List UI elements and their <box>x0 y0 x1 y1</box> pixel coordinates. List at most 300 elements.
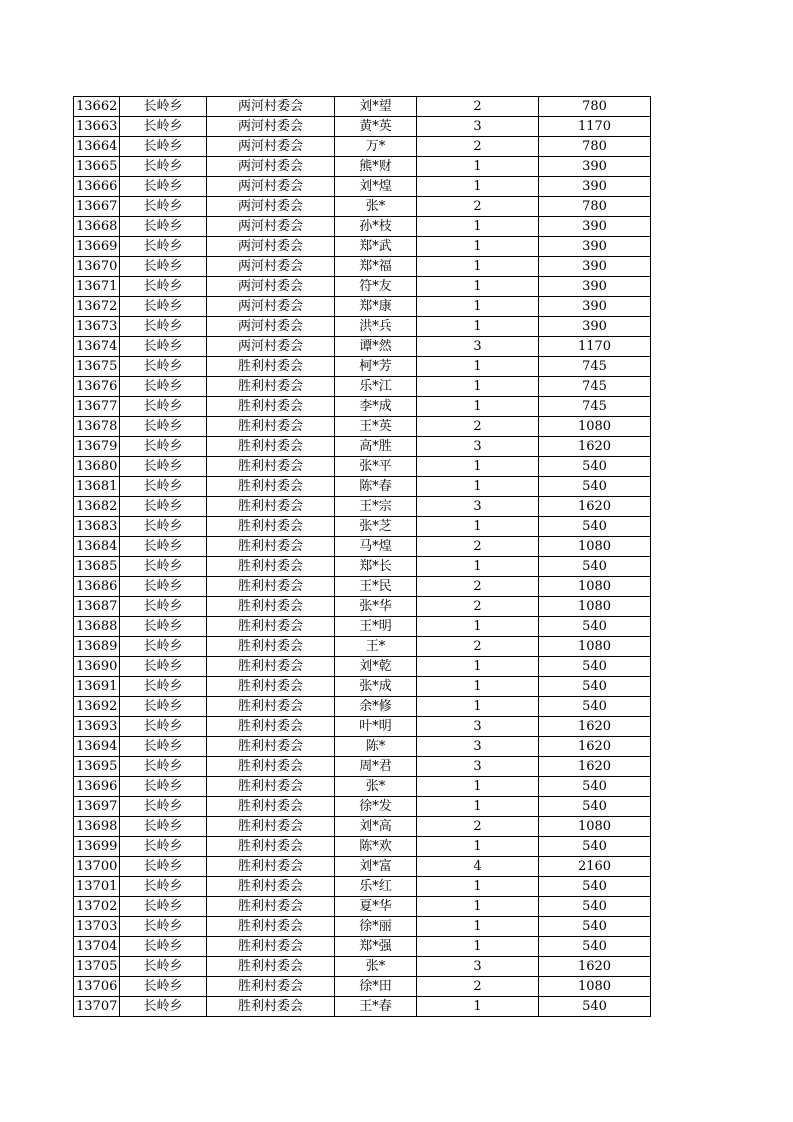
village-committee-cell: 两河村委会 <box>207 117 335 137</box>
record-id-cell: 13705 <box>74 957 120 977</box>
village-committee-cell: 胜利村委会 <box>207 477 335 497</box>
name-cell: 万* <box>335 137 417 157</box>
record-id-cell: 13664 <box>74 137 120 157</box>
record-id-cell: 13697 <box>74 797 120 817</box>
name-cell: 陈*欢 <box>335 837 417 857</box>
record-id-cell: 13668 <box>74 217 120 237</box>
amount-cell: 540 <box>539 477 651 497</box>
amount-cell: 390 <box>539 277 651 297</box>
amount-cell: 745 <box>539 397 651 417</box>
record-id-cell: 13684 <box>74 537 120 557</box>
record-id-cell: 13706 <box>74 977 120 997</box>
township-cell: 长岭乡 <box>120 597 207 617</box>
record-id-cell: 13665 <box>74 157 120 177</box>
record-id-cell: 13700 <box>74 857 120 877</box>
township-cell: 长岭乡 <box>120 577 207 597</box>
record-id-cell: 13683 <box>74 517 120 537</box>
table-row <box>74 677 651 697</box>
name-cell: 刘*煌 <box>335 177 417 197</box>
name-cell: 王*英 <box>335 417 417 437</box>
township-cell: 长岭乡 <box>120 657 207 677</box>
household-count-cell: 1 <box>417 557 539 577</box>
amount-cell: 1080 <box>539 977 651 997</box>
name-cell: 叶*明 <box>335 717 417 737</box>
name-cell: 陈*春 <box>335 477 417 497</box>
township-cell: 长岭乡 <box>120 437 207 457</box>
table-row <box>74 657 651 677</box>
table-row <box>74 317 651 337</box>
amount-cell: 540 <box>539 917 651 937</box>
household-count-cell: 3 <box>417 737 539 757</box>
village-committee-cell: 胜利村委会 <box>207 497 335 517</box>
amount-cell: 540 <box>539 657 651 677</box>
register-table-body <box>74 97 651 1017</box>
name-cell: 符*友 <box>335 277 417 297</box>
township-cell: 长岭乡 <box>120 617 207 637</box>
household-count-cell: 1 <box>417 177 539 197</box>
table-row <box>74 737 651 757</box>
table-row <box>74 957 651 977</box>
township-cell: 长岭乡 <box>120 197 207 217</box>
name-cell: 郑*长 <box>335 557 417 577</box>
table-row <box>74 337 651 357</box>
table-row <box>74 757 651 777</box>
name-cell: 张*成 <box>335 677 417 697</box>
name-cell: 郑*康 <box>335 297 417 317</box>
name-cell: 郑*武 <box>335 237 417 257</box>
table-row <box>74 577 651 597</box>
amount-cell: 540 <box>539 877 651 897</box>
table-row <box>74 417 651 437</box>
township-cell: 长岭乡 <box>120 417 207 437</box>
amount-cell: 2160 <box>539 857 651 877</box>
township-cell: 长岭乡 <box>120 637 207 657</box>
record-id-cell: 13667 <box>74 197 120 217</box>
amount-cell: 390 <box>539 237 651 257</box>
township-cell: 长岭乡 <box>120 837 207 857</box>
township-cell: 长岭乡 <box>120 817 207 837</box>
name-cell: 谭*然 <box>335 337 417 357</box>
table-row <box>74 237 651 257</box>
village-committee-cell: 胜利村委会 <box>207 937 335 957</box>
amount-cell: 540 <box>539 517 651 537</box>
amount-cell: 540 <box>539 457 651 477</box>
table-row <box>74 537 651 557</box>
household-count-cell: 1 <box>417 357 539 377</box>
household-count-cell: 2 <box>417 197 539 217</box>
table-row <box>74 297 651 317</box>
record-id-cell: 13672 <box>74 297 120 317</box>
village-committee-cell: 胜利村委会 <box>207 417 335 437</box>
name-cell: 徐*丽 <box>335 917 417 937</box>
table-row <box>74 837 651 857</box>
village-committee-cell: 胜利村委会 <box>207 597 335 617</box>
village-committee-cell: 胜利村委会 <box>207 857 335 877</box>
table-row <box>74 277 651 297</box>
township-cell: 长岭乡 <box>120 137 207 157</box>
table-row <box>74 717 651 737</box>
township-cell: 长岭乡 <box>120 497 207 517</box>
name-cell: 李*成 <box>335 397 417 417</box>
table-row <box>74 477 651 497</box>
amount-cell: 540 <box>539 997 651 1017</box>
name-cell: 马*煌 <box>335 537 417 557</box>
record-id-cell: 13703 <box>74 917 120 937</box>
village-committee-cell: 两河村委会 <box>207 137 335 157</box>
record-id-cell: 13688 <box>74 617 120 637</box>
household-count-cell: 1 <box>417 917 539 937</box>
record-id-cell: 13694 <box>74 737 120 757</box>
record-id-cell: 13682 <box>74 497 120 517</box>
household-count-cell: 2 <box>417 97 539 117</box>
household-count-cell: 1 <box>417 697 539 717</box>
amount-cell: 390 <box>539 177 651 197</box>
amount-cell: 1080 <box>539 577 651 597</box>
household-count-cell: 2 <box>417 597 539 617</box>
amount-cell: 780 <box>539 137 651 157</box>
record-id-cell: 13676 <box>74 377 120 397</box>
record-id-cell: 13707 <box>74 997 120 1017</box>
amount-cell: 780 <box>539 197 651 217</box>
village-committee-cell: 两河村委会 <box>207 157 335 177</box>
amount-cell: 1080 <box>539 637 651 657</box>
village-committee-cell: 胜利村委会 <box>207 697 335 717</box>
household-count-cell: 1 <box>417 877 539 897</box>
record-id-cell: 13698 <box>74 817 120 837</box>
village-committee-cell: 胜利村委会 <box>207 537 335 557</box>
name-cell: 余*修 <box>335 697 417 717</box>
village-committee-cell: 两河村委会 <box>207 277 335 297</box>
township-cell: 长岭乡 <box>120 697 207 717</box>
record-id-cell: 13686 <box>74 577 120 597</box>
name-cell: 张* <box>335 957 417 977</box>
table-row <box>74 257 651 277</box>
household-count-cell: 2 <box>417 977 539 997</box>
name-cell: 洪*兵 <box>335 317 417 337</box>
record-id-cell: 13681 <box>74 477 120 497</box>
amount-cell: 390 <box>539 217 651 237</box>
record-id-cell: 13663 <box>74 117 120 137</box>
table-row <box>74 517 651 537</box>
record-id-cell: 13691 <box>74 677 120 697</box>
village-committee-cell: 胜利村委会 <box>207 817 335 837</box>
village-committee-cell: 胜利村委会 <box>207 557 335 577</box>
village-committee-cell: 胜利村委会 <box>207 957 335 977</box>
household-count-cell: 3 <box>417 337 539 357</box>
amount-cell: 1080 <box>539 597 651 617</box>
household-count-cell: 1 <box>417 997 539 1017</box>
amount-cell: 745 <box>539 377 651 397</box>
record-id-cell: 13680 <box>74 457 120 477</box>
village-committee-cell: 胜利村委会 <box>207 997 335 1017</box>
amount-cell: 540 <box>539 897 651 917</box>
record-id-cell: 13679 <box>74 437 120 457</box>
name-cell: 张*芝 <box>335 517 417 537</box>
table-row <box>74 997 651 1017</box>
name-cell: 王*春 <box>335 997 417 1017</box>
village-committee-cell: 两河村委会 <box>207 97 335 117</box>
name-cell: 张*平 <box>335 457 417 477</box>
township-cell: 长岭乡 <box>120 977 207 997</box>
township-cell: 长岭乡 <box>120 537 207 557</box>
record-id-cell: 13666 <box>74 177 120 197</box>
amount-cell: 1170 <box>539 337 651 357</box>
village-committee-cell: 两河村委会 <box>207 177 335 197</box>
name-cell: 张* <box>335 197 417 217</box>
record-id-cell: 13677 <box>74 397 120 417</box>
name-cell: 王*宗 <box>335 497 417 517</box>
table-row <box>74 457 651 477</box>
record-id-cell: 13692 <box>74 697 120 717</box>
township-cell: 长岭乡 <box>120 217 207 237</box>
household-count-cell: 1 <box>417 517 539 537</box>
record-id-cell: 13689 <box>74 637 120 657</box>
amount-cell: 745 <box>539 357 651 377</box>
township-cell: 长岭乡 <box>120 337 207 357</box>
amount-cell: 1080 <box>539 537 651 557</box>
table-row <box>74 117 651 137</box>
township-cell: 长岭乡 <box>120 277 207 297</box>
record-id-cell: 13702 <box>74 897 120 917</box>
name-cell: 刘*望 <box>335 97 417 117</box>
household-count-cell: 2 <box>417 417 539 437</box>
name-cell: 王* <box>335 637 417 657</box>
village-committee-cell: 两河村委会 <box>207 257 335 277</box>
table-row <box>74 917 651 937</box>
record-id-cell: 13699 <box>74 837 120 857</box>
household-count-cell: 2 <box>417 137 539 157</box>
village-committee-cell: 胜利村委会 <box>207 877 335 897</box>
amount-cell: 540 <box>539 797 651 817</box>
household-count-cell: 1 <box>417 797 539 817</box>
village-committee-cell: 胜利村委会 <box>207 617 335 637</box>
village-committee-cell: 两河村委会 <box>207 297 335 317</box>
village-committee-cell: 胜利村委会 <box>207 637 335 657</box>
township-cell: 长岭乡 <box>120 957 207 977</box>
township-cell: 长岭乡 <box>120 877 207 897</box>
household-count-cell: 1 <box>417 617 539 637</box>
table-row <box>74 197 651 217</box>
amount-cell: 390 <box>539 157 651 177</box>
village-committee-cell: 胜利村委会 <box>207 797 335 817</box>
township-cell: 长岭乡 <box>120 97 207 117</box>
record-id-cell: 13678 <box>74 417 120 437</box>
township-cell: 长岭乡 <box>120 377 207 397</box>
amount-cell: 1620 <box>539 497 651 517</box>
village-committee-cell: 胜利村委会 <box>207 897 335 917</box>
record-id-cell: 13685 <box>74 557 120 577</box>
household-count-cell: 1 <box>417 297 539 317</box>
village-committee-cell: 两河村委会 <box>207 317 335 337</box>
household-count-cell: 4 <box>417 857 539 877</box>
village-committee-cell: 两河村委会 <box>207 337 335 357</box>
village-committee-cell: 两河村委会 <box>207 237 335 257</box>
name-cell: 乐*红 <box>335 877 417 897</box>
household-count-cell: 1 <box>417 257 539 277</box>
name-cell: 熊*财 <box>335 157 417 177</box>
record-id-cell: 13696 <box>74 777 120 797</box>
name-cell: 孙*枝 <box>335 217 417 237</box>
amount-cell: 1170 <box>539 117 651 137</box>
township-cell: 长岭乡 <box>120 737 207 757</box>
household-count-cell: 1 <box>417 777 539 797</box>
township-cell: 长岭乡 <box>120 557 207 577</box>
table-row <box>74 797 651 817</box>
record-id-cell: 13671 <box>74 277 120 297</box>
amount-cell: 540 <box>539 557 651 577</box>
township-cell: 长岭乡 <box>120 397 207 417</box>
village-committee-cell: 胜利村委会 <box>207 777 335 797</box>
name-cell: 乐*江 <box>335 377 417 397</box>
household-count-cell: 3 <box>417 117 539 137</box>
name-cell: 刘*乾 <box>335 657 417 677</box>
table-row <box>74 977 651 997</box>
amount-cell: 540 <box>539 697 651 717</box>
village-committee-cell: 胜利村委会 <box>207 837 335 857</box>
household-count-cell: 1 <box>417 897 539 917</box>
table-row <box>74 817 651 837</box>
amount-cell: 540 <box>539 777 651 797</box>
amount-cell: 540 <box>539 677 651 697</box>
register-table <box>73 96 651 1017</box>
household-count-cell: 1 <box>417 397 539 417</box>
township-cell: 长岭乡 <box>120 177 207 197</box>
household-count-cell: 1 <box>417 237 539 257</box>
table-row <box>74 397 651 417</box>
amount-cell: 390 <box>539 257 651 277</box>
table-row <box>74 597 651 617</box>
household-count-cell: 1 <box>417 377 539 397</box>
name-cell: 柯*芳 <box>335 357 417 377</box>
household-count-cell: 1 <box>417 937 539 957</box>
amount-cell: 1620 <box>539 737 651 757</box>
township-cell: 长岭乡 <box>120 257 207 277</box>
record-id-cell: 13695 <box>74 757 120 777</box>
table-row <box>74 617 651 637</box>
village-committee-cell: 胜利村委会 <box>207 657 335 677</box>
village-committee-cell: 胜利村委会 <box>207 717 335 737</box>
table-row <box>74 877 651 897</box>
name-cell: 王*明 <box>335 617 417 637</box>
record-id-cell: 13673 <box>74 317 120 337</box>
village-committee-cell: 胜利村委会 <box>207 517 335 537</box>
table-row <box>74 217 651 237</box>
record-id-cell: 13662 <box>74 97 120 117</box>
township-cell: 长岭乡 <box>120 157 207 177</box>
village-committee-cell: 胜利村委会 <box>207 357 335 377</box>
township-cell: 长岭乡 <box>120 357 207 377</box>
table-row <box>74 177 651 197</box>
township-cell: 长岭乡 <box>120 297 207 317</box>
township-cell: 长岭乡 <box>120 677 207 697</box>
amount-cell: 1080 <box>539 417 651 437</box>
village-committee-cell: 两河村委会 <box>207 197 335 217</box>
household-count-cell: 2 <box>417 577 539 597</box>
township-cell: 长岭乡 <box>120 117 207 137</box>
name-cell: 郑*福 <box>335 257 417 277</box>
record-id-cell: 13704 <box>74 937 120 957</box>
township-cell: 长岭乡 <box>120 997 207 1017</box>
table-row <box>74 357 651 377</box>
record-id-cell: 13701 <box>74 877 120 897</box>
township-cell: 长岭乡 <box>120 477 207 497</box>
household-count-cell: 1 <box>417 657 539 677</box>
table-row <box>74 137 651 157</box>
household-count-cell: 3 <box>417 497 539 517</box>
record-id-cell: 13687 <box>74 597 120 617</box>
household-count-cell: 2 <box>417 537 539 557</box>
amount-cell: 1080 <box>539 817 651 837</box>
household-count-cell: 1 <box>417 477 539 497</box>
amount-cell: 780 <box>539 97 651 117</box>
record-id-cell: 13674 <box>74 337 120 357</box>
village-committee-cell: 胜利村委会 <box>207 737 335 757</box>
name-cell: 刘*富 <box>335 857 417 877</box>
table-row <box>74 697 651 717</box>
household-count-cell: 1 <box>417 217 539 237</box>
township-cell: 长岭乡 <box>120 797 207 817</box>
village-committee-cell: 胜利村委会 <box>207 437 335 457</box>
table-row <box>74 777 651 797</box>
village-committee-cell: 胜利村委会 <box>207 917 335 937</box>
household-count-cell: 2 <box>417 637 539 657</box>
village-committee-cell: 胜利村委会 <box>207 377 335 397</box>
amount-cell: 390 <box>539 317 651 337</box>
household-count-cell: 1 <box>417 677 539 697</box>
record-id-cell: 13669 <box>74 237 120 257</box>
amount-cell: 540 <box>539 937 651 957</box>
household-count-cell: 3 <box>417 717 539 737</box>
household-count-cell: 1 <box>417 837 539 857</box>
table-row <box>74 857 651 877</box>
name-cell: 黄*英 <box>335 117 417 137</box>
table-row <box>74 437 651 457</box>
table-row <box>74 937 651 957</box>
household-count-cell: 1 <box>417 157 539 177</box>
amount-cell: 390 <box>539 297 651 317</box>
village-committee-cell: 胜利村委会 <box>207 397 335 417</box>
name-cell: 高*胜 <box>335 437 417 457</box>
village-committee-cell: 胜利村委会 <box>207 577 335 597</box>
township-cell: 长岭乡 <box>120 897 207 917</box>
name-cell: 刘*高 <box>335 817 417 837</box>
township-cell: 长岭乡 <box>120 317 207 337</box>
township-cell: 长岭乡 <box>120 237 207 257</box>
village-committee-cell: 两河村委会 <box>207 217 335 237</box>
township-cell: 长岭乡 <box>120 757 207 777</box>
amount-cell: 1620 <box>539 717 651 737</box>
household-count-cell: 1 <box>417 457 539 477</box>
village-committee-cell: 胜利村委会 <box>207 757 335 777</box>
name-cell: 王*民 <box>335 577 417 597</box>
household-count-cell: 3 <box>417 957 539 977</box>
table-row <box>74 557 651 577</box>
name-cell: 张* <box>335 777 417 797</box>
township-cell: 长岭乡 <box>120 777 207 797</box>
township-cell: 长岭乡 <box>120 857 207 877</box>
village-committee-cell: 胜利村委会 <box>207 977 335 997</box>
record-id-cell: 13693 <box>74 717 120 737</box>
record-id-cell: 13670 <box>74 257 120 277</box>
name-cell: 徐*田 <box>335 977 417 997</box>
name-cell: 夏*华 <box>335 897 417 917</box>
name-cell: 周*君 <box>335 757 417 777</box>
township-cell: 长岭乡 <box>120 917 207 937</box>
name-cell: 郑*强 <box>335 937 417 957</box>
village-committee-cell: 胜利村委会 <box>207 677 335 697</box>
household-count-cell: 3 <box>417 757 539 777</box>
record-id-cell: 13675 <box>74 357 120 377</box>
